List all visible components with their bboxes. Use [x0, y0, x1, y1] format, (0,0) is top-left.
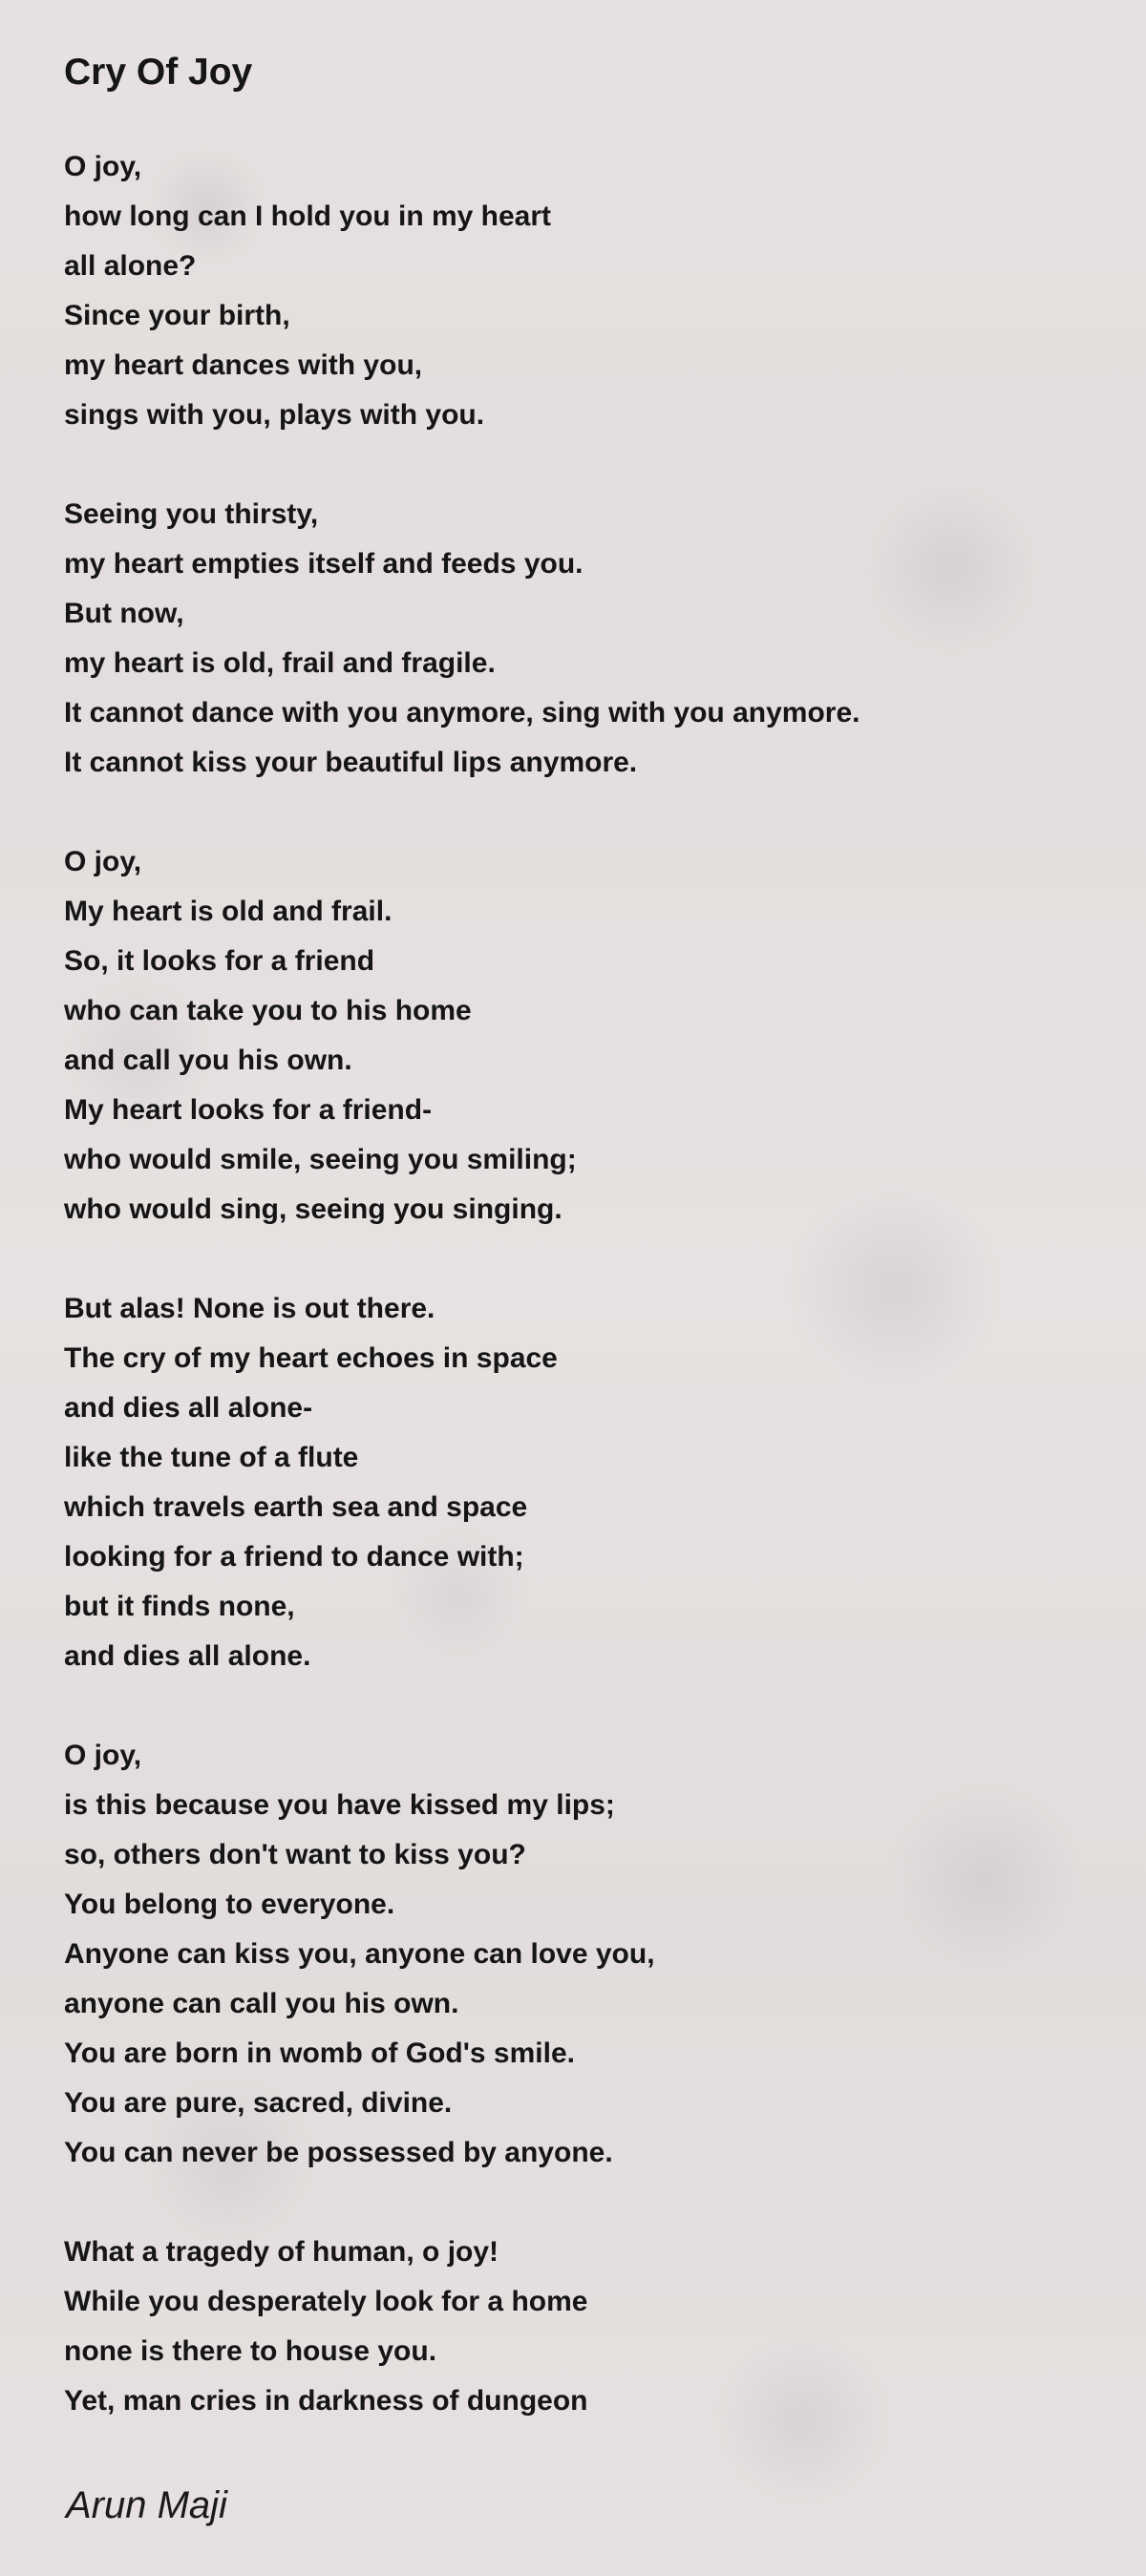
poem-line: You belong to everyone. — [64, 1889, 395, 1920]
poem-line: My heart is old and frail. — [64, 896, 393, 927]
poem-line: My heart looks for a friend- — [64, 1094, 433, 1126]
poem-line: and dies all alone- — [64, 1392, 313, 1424]
stanza — [64, 837, 1095, 1235]
poem-line: how long can I hold you in my heart — [64, 201, 552, 232]
poem-title: Cry Of Joy — [64, 52, 253, 93]
poem-line: and dies all alone. — [64, 1640, 311, 1672]
poem-line: who would smile, seeing you smiling; — [64, 1144, 577, 1175]
poem-line: Anyone can kiss you, anyone can love you, — [64, 1938, 655, 1970]
poem-line: It cannot dance with you anymore, sing with you anymore. — [64, 697, 860, 728]
poem-line: Yet, man cries in darkness of dungeon — [64, 2385, 588, 2417]
poem-line: You can never be possessed by anyone. — [64, 2137, 613, 2168]
stanza — [64, 1731, 1095, 2178]
poem-line: anyone can call you his own. — [64, 1988, 459, 2019]
poem-line: Since your birth, — [64, 300, 290, 331]
poem-line: You are pure, sacred, divine. — [64, 2087, 453, 2119]
poem-line: But alas! None is out there. — [64, 1293, 435, 1324]
poem-line: and call you his own. — [64, 1045, 352, 1076]
poem-line: who would sing, seeing you singing. — [64, 1193, 562, 1225]
poem-line: which travels earth sea and space — [64, 1491, 528, 1523]
poem-line: The cry of my heart echoes in space — [64, 1342, 558, 1374]
poem-line: So, it looks for a friend — [64, 945, 375, 977]
poem-line: O joy, — [64, 1740, 142, 1771]
poem-line: What a tragedy of human, o joy! — [64, 2236, 499, 2268]
poem-line: none is there to house you. — [64, 2335, 437, 2367]
poem-line: looking for a friend to dance with; — [64, 1541, 524, 1573]
poem-line: O joy, — [64, 151, 142, 182]
stanza — [64, 142, 1095, 440]
poem-author: Arun Maji — [66, 2484, 227, 2526]
poem-line: sings with you, plays with you. — [64, 399, 485, 431]
poem-line: is this because you have kissed my lips; — [64, 1789, 615, 1821]
poem-line: O joy, — [64, 846, 142, 877]
poem-line: It cannot kiss your beautiful lips anymore. — [64, 747, 638, 778]
poem-line: like the tune of a flute — [64, 1442, 359, 1473]
stanza — [64, 1284, 1095, 1681]
poem-line: so, others don't want to kiss you? — [64, 1839, 526, 1870]
poem-line: my heart is old, frail and fragile. — [64, 647, 496, 679]
poem-line: You are born in womb of God's smile. — [64, 2038, 575, 2069]
poem-line: Seeing you thirsty, — [64, 498, 319, 530]
stanza — [64, 2228, 1095, 2426]
poem-line: who can take you to his home — [64, 995, 472, 1026]
stanza — [64, 490, 1095, 788]
poem-line: While you desperately look for a home — [64, 2286, 588, 2317]
poem-line: my heart empties itself and feeds you. — [64, 548, 584, 580]
poem-line: all alone? — [64, 250, 197, 282]
poem-line: my heart dances with you, — [64, 349, 423, 381]
poem-line: but it finds none, — [64, 1591, 295, 1622]
poem-line: But now, — [64, 598, 184, 629]
poem-body — [64, 142, 1095, 2476]
